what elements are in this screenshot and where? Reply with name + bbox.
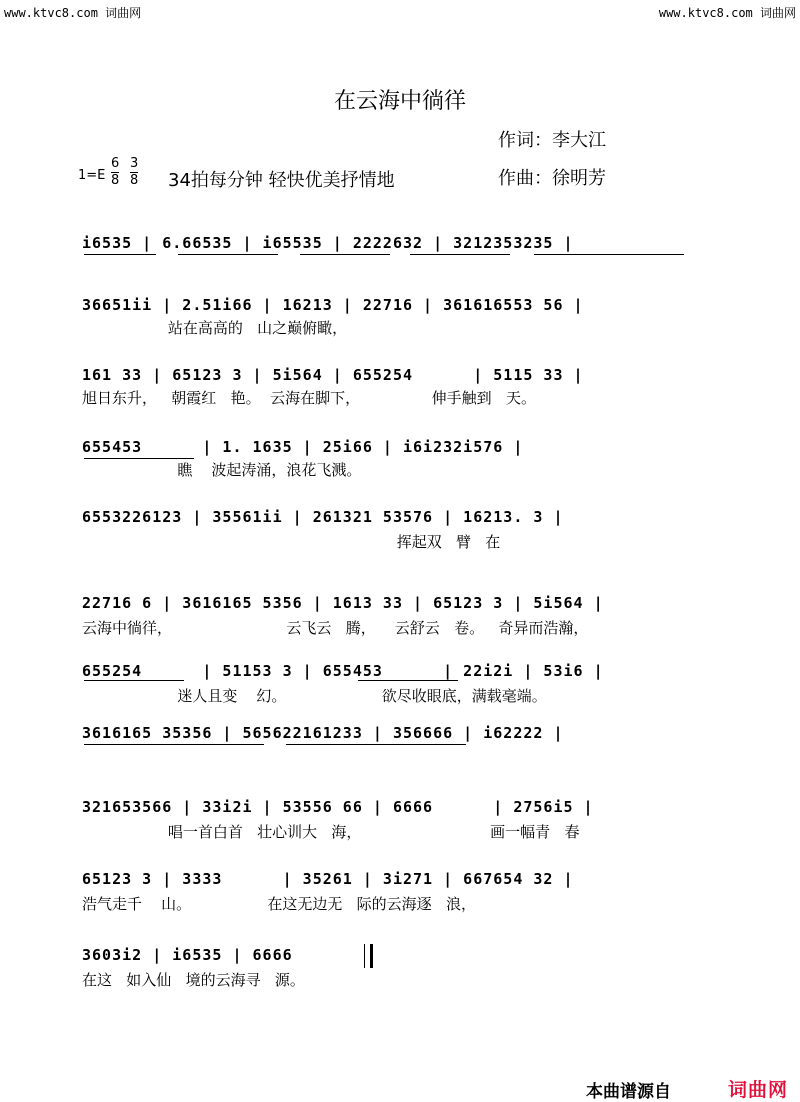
brand-logo: 词曲网 bbox=[728, 1079, 789, 1101]
music-row-3: 161 33 | 65123 3 | 5i564 | 655254 | 5115 33 | bbox=[82, 366, 584, 384]
tempo-marking: 34拍每分钟 轻快优美抒情地 bbox=[168, 170, 395, 191]
music-row-5: 6553226123 | 35561ii | 261321 53576 | 16213. 3 | bbox=[82, 508, 564, 526]
lyric-row-10: 浩气走千 山。 在这无边无 际的云海逐 浪， bbox=[82, 895, 476, 913]
lyric-row-5: 挥起双 臂 在 bbox=[82, 533, 501, 551]
composer-credit: 作曲：徐明芳 bbox=[498, 168, 606, 189]
lyric-row-6: 云海中徜徉， 云飞云 腾， 云舒云 卷。 奇异而浩瀚， bbox=[82, 619, 589, 637]
lyric-row-3: 旭日东升， 朝霞红 艳。 云海在脚下， 伸手触到 天。 bbox=[82, 389, 536, 407]
music-row-11: 3603i2 | i6535 | 6666 bbox=[82, 946, 293, 964]
lyric-row-9: 唱一首白首 壮心训大 海， 画一幅青 春 bbox=[82, 823, 580, 841]
beam-line bbox=[84, 680, 184, 681]
beam-line bbox=[410, 254, 510, 255]
site-url-right: www.ktvc8.com 词曲网 bbox=[658, 6, 796, 20]
lyric-row-11: 在这 如入仙 境的云海寻 源。 bbox=[82, 971, 305, 989]
lyricist-credit: 作词：李大江 bbox=[498, 130, 606, 151]
beam-line bbox=[84, 744, 264, 745]
time-signature-2: $\frac{3}{8}$ bbox=[130, 156, 139, 188]
music-row-1: i6535 | 6.66535 | i65535 | 2222632 | 3212353235 | bbox=[82, 234, 574, 252]
lyric-row-4: 瞧 波起涛涌，浪花飞溅。 bbox=[82, 461, 362, 479]
lyric-row-7: 迷人且变 幻。 欲尽收眼底，满载毫端。 bbox=[82, 687, 547, 705]
final-barline-thick bbox=[370, 944, 373, 968]
beam-line bbox=[534, 254, 684, 255]
lyric-row-2: 站在高高的 山之巅俯瞰， bbox=[82, 319, 348, 337]
music-row-10: 65123 3 | 3333 | 35261 | 3i271 | 667654 32 | bbox=[82, 870, 574, 888]
source-note: 本曲谱源自 bbox=[586, 1082, 671, 1102]
music-row-6: 22716 6 | 3616165 5356 | 1613 33 | 65123 3 | 5i564 | bbox=[82, 594, 604, 612]
music-row-7: 655254 | 51153 3 | 655453 | 22i2i | 53i6 | bbox=[82, 662, 604, 680]
site-url-left: www.ktvc8.com 词曲网 bbox=[4, 6, 142, 20]
music-row-9: 321653566 | 33i2i | 53556 66 | 6666 | 2756i5 | bbox=[82, 798, 594, 816]
beam-line bbox=[300, 254, 390, 255]
key-signature: 1=E bbox=[78, 168, 106, 183]
beam-line bbox=[286, 744, 466, 745]
music-row-4: 655453 | 1. 1635 | 25i66 | i6i232i576 | bbox=[82, 438, 524, 456]
time-signature-1: $\frac{6}{8}$ bbox=[111, 156, 120, 188]
beam-line bbox=[84, 254, 156, 255]
beam-line bbox=[178, 254, 278, 255]
beam-line bbox=[84, 458, 194, 459]
music-row-2: 36651ii | 2.51i66 | 16213 | 22716 | 361616553 56 | bbox=[82, 296, 584, 314]
final-barline-thin bbox=[364, 944, 365, 968]
music-row-8: 3616165 35356 | 565622161233 | 356666 | i62222 | bbox=[82, 724, 564, 742]
song-title: 在云海中徜徉 bbox=[333, 89, 466, 114]
beam-line bbox=[358, 680, 458, 681]
